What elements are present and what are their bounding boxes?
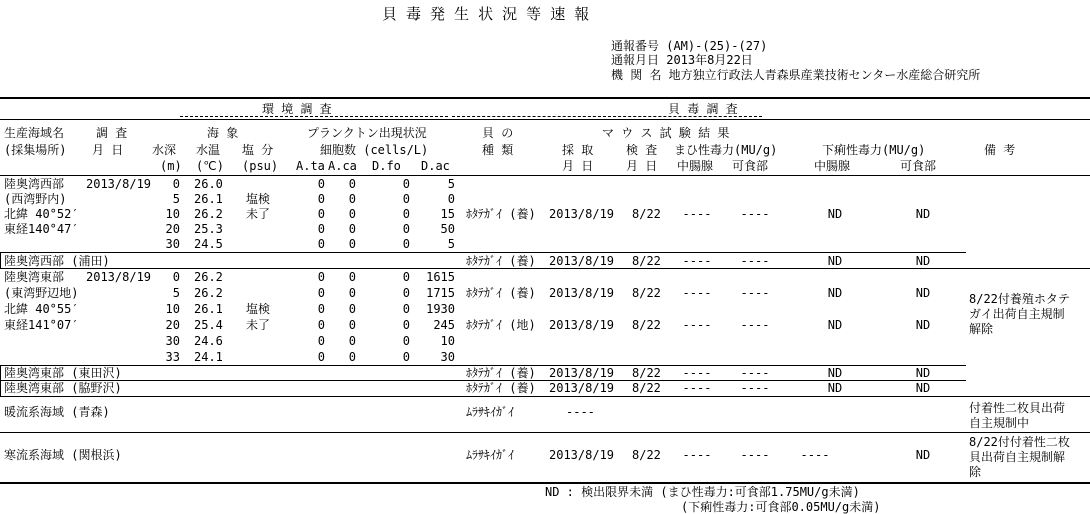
aca-value: 0 [348,207,356,221]
table-rule [0,252,966,253]
depth-value: 0 [172,270,180,284]
dfo-value: 0 [402,302,410,316]
dfo-value: 0 [402,286,410,300]
psp-mid-value: ---- [682,207,712,221]
col-salt-header: 塩 分 [242,143,274,157]
table-rule [0,432,1090,433]
aca-value: 0 [348,350,356,364]
temp-value: 26.2 [194,207,223,221]
page-title: 貝 毒 発 生 状 況 等 速 報 [382,5,590,23]
col-mouse-header: マ ウ ス 試 験 結 果 [602,126,730,140]
temp-value: 26.2 [194,286,223,300]
dfo-value: 0 [402,207,410,221]
psp-mid-value: ---- [682,254,712,268]
ata-value: 0 [317,222,325,236]
area-name: (東湾野辺地) [4,286,79,300]
ata-value: 0 [317,270,325,284]
col-dac-header: D.ac [421,159,450,173]
remark-line: 付着性二枚貝出荷 [969,401,1066,415]
dac-value: 1930 [426,302,455,316]
dfo-value: 0 [402,350,410,364]
depth-value: 33 [165,350,180,364]
remark-line: 貝出荷自主規制解 [969,450,1066,464]
dsp-edible-value: ND [915,207,931,221]
report-date: 通報月日 2013年8月22日 [611,53,753,67]
col-depth-unit: (m) [160,159,182,173]
shell-type: ﾑﾗｻｷｲｶﾞｲ [466,405,515,419]
psp-edible-value: ---- [740,286,770,300]
table-rule [452,116,762,117]
dac-value: 50 [440,222,455,236]
area-name: (西湾野内) [4,192,67,206]
inspect-date: 8/22 [632,381,661,395]
col-cells-header: 細胞数 (cells/L) [320,143,429,157]
depth-value: 5 [172,286,180,300]
depth-value: 30 [165,334,180,348]
collect-date: 2013/8/19 [549,286,615,300]
dac-value: 30 [440,350,455,364]
dsp-edible-value: ND [915,366,931,380]
col-survey-sub-header: 月 日 [92,143,124,157]
collect-date: 2013/8/19 [549,448,615,462]
remark-line: 8/22付付着性二枚 [969,435,1070,449]
aca-value: 0 [348,192,356,206]
section-env-header: 環 境 調 査 [262,102,332,116]
area-name: 陸奥湾東部 (東田沢) [4,366,122,380]
dsp-edible-value: ND [915,318,931,332]
aca-value: 0 [348,318,356,332]
col-psp-mid-header: 中腸腺 [677,159,714,173]
area-name: 北緯 40°52′ [4,207,79,221]
report-number: 通報番号 (AM)-(25)-(27) [611,39,768,53]
remark-line: ガイ出荷自主規制 [969,307,1065,321]
aca-value: 0 [348,237,356,251]
col-shell-sub-header: 種 類 [482,143,514,157]
col-area-header: 生産海域名 [4,126,65,140]
table-rule [0,396,1090,397]
area-name: 東経141°07′ [4,318,79,332]
shell-type: ﾑﾗｻｷｲｶﾞｲ [466,448,515,462]
dsp-mid-value: ND [827,366,843,380]
dac-value: 1715 [426,286,455,300]
dsp-edible-value: ND [915,254,931,268]
aca-value: 0 [348,222,356,236]
col-sea-header: 海 象 [207,126,239,140]
psp-edible-value: ---- [740,207,770,221]
psp-mid-value: ---- [682,366,712,380]
psp-edible-value: ---- [740,318,770,332]
dac-value: 5 [447,177,455,191]
psp-edible-value: ---- [740,254,770,268]
dfo-value: 0 [402,318,410,332]
collect-date: 2013/8/19 [549,381,615,395]
dfo-value: 0 [402,177,410,191]
shell-type: ﾎﾀﾃｶﾞｲ (養) [466,254,536,268]
col-temp-header: 水温 [196,143,221,157]
depth-value: 0 [172,177,180,191]
temp-value: 26.0 [194,177,223,191]
depth-value: 30 [165,237,180,251]
col-aca-header: A.ca [328,159,357,173]
collect-date: 2013/8/19 [549,254,615,268]
col-temp-unit: (℃) [196,159,224,173]
temp-value: 25.3 [194,222,223,236]
col-survey-header: 調 査 [96,126,128,140]
col-depth-header: 水深 [152,143,177,157]
dac-value: 5 [447,237,455,251]
col-collect-header: 採 取 [562,143,594,157]
depth-value: 10 [165,302,180,316]
inspect-date: 8/22 [632,207,661,221]
col-inspect-sub-header: 月 日 [626,159,658,173]
ata-value: 0 [317,334,325,348]
col-dsp-edible-header: 可食部 [900,159,937,173]
psp-mid-value: ---- [682,381,712,395]
ata-value: 0 [317,318,325,332]
col-dsp-mid-header: 中腸腺 [814,159,851,173]
dsp-mid-value: ND [827,318,843,332]
temp-value: 26.2 [194,270,223,284]
area-name: 陸奥湾東部 [4,270,65,284]
area-name: 陸奥湾西部 (浦田) [4,254,110,268]
depth-value: 10 [165,207,180,221]
table-rule [0,268,1090,269]
depth-value: 20 [165,222,180,236]
psp-edible-value: ---- [740,381,770,395]
shell-type: ﾎﾀﾃｶﾞｲ (養) [466,286,536,300]
salinity-value: 未了 [246,318,271,332]
remark-line: 自主規制中 [969,416,1030,430]
psp-edible-value: ---- [740,366,770,380]
dac-value: 10 [440,334,455,348]
area-name: 北緯 40°55′ [4,302,79,316]
col-dfo-header: D.fo [372,159,401,173]
aca-value: 0 [348,302,356,316]
inspect-date: 8/22 [632,318,661,332]
aca-value: 0 [348,270,356,284]
area-name: 寒流系海域 (関根浜) [4,448,122,462]
dsp-edible-value: ND [915,381,931,395]
psp-mid-value: ---- [682,286,712,300]
temp-value: 26.1 [194,302,223,316]
ata-value: 0 [317,177,325,191]
table-vrule [0,252,1,268]
area-name: 陸奥湾東部 (脇野沢) [4,381,122,395]
col-inspect-header: 検 査 [626,143,658,157]
depth-value: 20 [165,318,180,332]
dsp-mid-value: ND [827,254,843,268]
survey-date: 2013/8/19 [86,177,152,191]
inspect-date: 8/22 [632,366,661,380]
aca-value: 0 [348,334,356,348]
ata-value: 0 [317,237,325,251]
col-psp-header: まひ性毒力(MU/g) [674,143,778,157]
table-rule [180,116,448,117]
dsp-edible-value: ND [915,286,931,300]
table-vrule [0,365,1,396]
psp-mid-value: ---- [682,318,712,332]
table-rule [0,380,966,381]
col-dsp-header: 下痢性毒力(MU/g) [822,143,926,157]
table-rule [0,482,1090,484]
ata-value: 0 [317,302,325,316]
col-collect-sub-header: 月 日 [562,159,594,173]
salinity-value: 未了 [246,207,271,221]
aca-value: 0 [348,286,356,300]
footnote-line1: ND : 検出限界未満 (まひ性毒力:可食部1.75MU/g未満) [545,485,860,499]
dac-value: 15 [440,207,455,221]
temp-value: 24.6 [194,334,223,348]
agency-name: 機 関 名 地方独立行政法人青森県産業技術センター水産総合研究所 [611,68,981,82]
dsp-mid-value: ---- [800,448,830,462]
shell-type: ﾎﾀﾃｶﾞｲ (養) [466,207,536,221]
shell-type: ﾎﾀﾃｶﾞｲ (養) [466,381,536,395]
col-area-sub-header: (採集場所) [4,143,67,157]
temp-value: 24.1 [194,350,223,364]
col-remarks-header: 備 考 [984,143,1016,157]
dac-value: 245 [433,318,455,332]
ata-value: 0 [317,207,325,221]
temp-value: 25.4 [194,318,223,332]
ata-value: 0 [317,192,325,206]
survey-date: 2013/8/19 [86,270,152,284]
inspect-date: 8/22 [632,254,661,268]
dsp-edible-value: ND [915,448,931,462]
psp-edible-value: ---- [740,448,770,462]
table-rule [0,97,1090,99]
footnote-line2: (下痢性毒力:可食部0.05MU/g未満) [681,500,881,514]
depth-value: 5 [172,192,180,206]
section-toxin-header: 貝 毒 調 査 [668,102,738,116]
salinity-value: 塩検 [246,302,271,316]
remark-line: 除 [969,465,982,479]
temp-value: 24.5 [194,237,223,251]
remark-line: 8/22付養殖ホタテ [969,292,1070,306]
dfo-value: 0 [402,222,410,236]
shell-type: ﾎﾀﾃｶﾞｲ (地) [466,318,536,332]
dfo-value: 0 [402,237,410,251]
area-name: 暖流系海域 (青森) [4,405,110,419]
collect-date: 2013/8/19 [549,366,615,380]
salinity-value: 塩検 [246,192,271,206]
ata-value: 0 [317,350,325,364]
temp-value: 26.1 [194,192,223,206]
col-psp-edible-header: 可食部 [732,159,769,173]
dsp-mid-value: ND [827,286,843,300]
shell-type: ﾎﾀﾃｶﾞｲ (養) [466,366,536,380]
inspect-date: 8/22 [632,286,661,300]
table-rule [0,175,1090,176]
col-plankton-header: プランクトン出現状況 [307,126,427,140]
dfo-value: 0 [402,270,410,284]
area-name: 陸奥湾西部 [4,177,65,191]
collect-date: 2013/8/19 [549,207,615,221]
aca-value: 0 [348,177,356,191]
dfo-value: 0 [402,334,410,348]
dsp-mid-value: ND [827,381,843,395]
collect-date: ---- [566,405,595,419]
col-shell-header: 貝 の [482,126,514,140]
col-salt-unit: (psu) [242,159,279,173]
area-name: 東経140°47′ [4,222,79,236]
collect-date: 2013/8/19 [549,318,615,332]
table-rule [0,365,966,366]
inspect-date: 8/22 [632,448,661,462]
dsp-mid-value: ND [827,207,843,221]
dac-value: 0 [447,192,455,206]
table-rule [0,119,1090,120]
remark-line: 解除 [969,322,994,336]
col-ata-header: A.ta [296,159,325,173]
dfo-value: 0 [402,192,410,206]
ata-value: 0 [317,286,325,300]
psp-mid-value: ---- [682,448,712,462]
dac-value: 1615 [426,270,455,284]
